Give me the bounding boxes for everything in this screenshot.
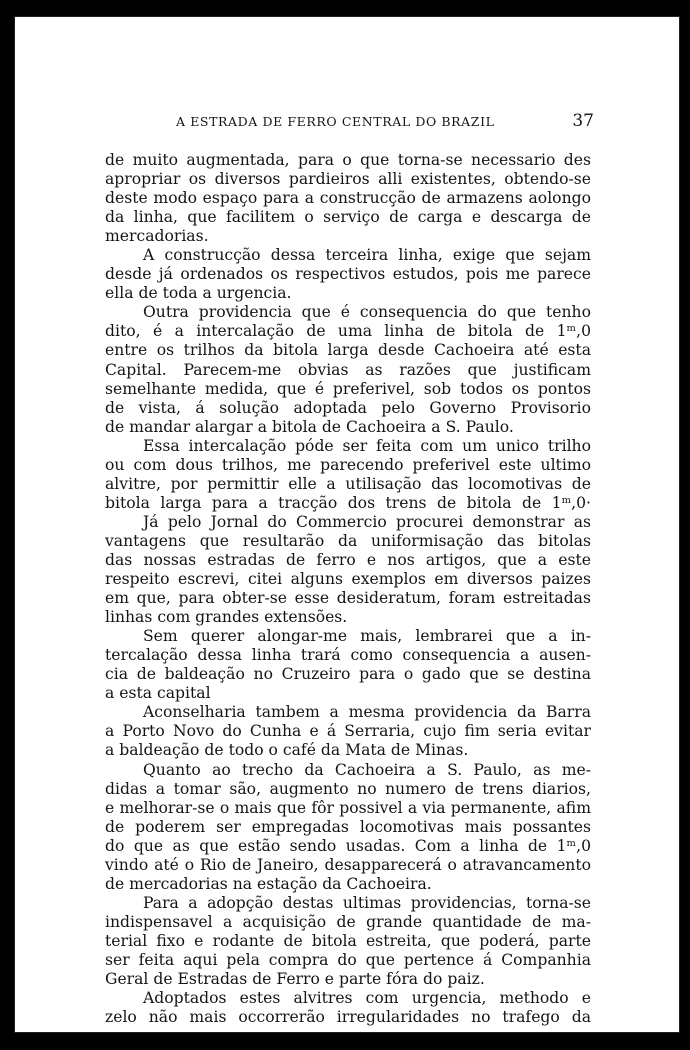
text-line: vantagens que resultarão da uniformisação das bitolas [105,531,591,550]
text-line: ou com dous trilhos, me parecendo preferivel este ultimo [105,455,591,474]
text-line: Adoptados estes alvitres com urgencia, methodo e [143,989,591,1008]
text-line: de poderem ser empregadas locomotivas mais possantes [105,817,591,836]
text-line: entre os trilhos da bitola larga desde Cachoeira até esta [105,341,591,360]
text-line: Essa intercalação póde ser feita com um unico trilho [143,436,591,455]
text-line: a Porto Novo do Cunha e á Serraria, cujo fim seria evitar [105,722,591,741]
text-line: em que, para obter-se esse desideratum, foram estreitadas [105,589,591,608]
text-line: didas a tomar são, augmento no numero de trens diarios, [105,779,591,798]
text-line: da linha, que facilitem o serviço de carga e descarga de [105,208,591,227]
running-head: A ESTRADA DE FERRO CENTRAL DO BRAZIL [176,114,495,129]
text-line: e melhorar-se o mais que fôr possivel a via permanente, afim [105,798,591,817]
text-line: semelhante medida, que é preferivel, sob todos os pontos [105,379,591,398]
text-line: tercalação dessa linha trará como consequencia a ausen- [105,646,591,665]
text-line: mercadorias. [105,227,209,246]
page-number: 37 [572,111,594,131]
text-line: vindo até o Rio de Janeiro, desapparecerá o atravancamento [105,855,591,874]
text-line: Aconselharia tambem a mesma providencia da Barra [143,703,591,722]
text-line: a baldeação de todo o café da Mata de Minas. [105,741,469,760]
text-line: Para a adopção destas ultimas providencias, torna-se [143,893,591,912]
text-line: Quanto ao trecho da Cachoeira a S. Paulo, as me- [143,760,591,779]
page-header [118,111,594,134]
body-text [105,151,591,1027]
text-line: de mercadorias na estação da Cachoeira. [105,874,432,893]
text-line: zelo não mais occorrerão irregularidades no trafego da [105,1008,591,1027]
text-line: do que as que estão sendo usadas. Com a linha de 1ᵐ,0 [105,836,591,855]
text-line: apropriar os diversos pardieiros alli existentes, obtendo-se [105,170,591,189]
text-line: respeito escrevi, citei alguns exemplos em diversos paizes [105,570,591,589]
book-page [14,16,680,1033]
text-line: linhas com grandes extensões. [105,608,348,627]
text-line: das nossas estradas de ferro e nos artigos, que a este [105,550,591,569]
text-line: cia de baldeação no Cruzeiro para o gado que se destina [105,665,591,684]
text-line: Já pelo Jornal do Commercio procurei demonstrar as [143,512,591,531]
text-line: Capital. Parecem-me obvias as razões que justificam [105,360,591,379]
text-line: A construcção dessa terceira linha, exige que sejam [143,246,591,265]
text-line: Sem querer alongar-me mais, lembrarei que a in- [143,627,591,646]
text-line: Outra providencia que é consequencia do que tenho [143,303,591,322]
text-line: a esta capital [105,684,211,703]
text-line: deste modo espaço para a construcção de armazens aolongo [105,189,591,208]
text-line: ella de toda a urgencia. [105,284,292,303]
text-line: terial fixo e rodante de bitola estreita, que poderá, parte [105,931,591,950]
text-line: dito, é a intercalação de uma linha de bitola de 1ᵐ,0 [105,322,591,341]
text-line: de vista, á solução adoptada pelo Governo Provisorio [105,398,591,417]
text-line: Geral de Estradas de Ferro e parte fóra do paiz. [105,970,485,989]
text-line: de muito augmentada, para o que torna-se necessario des [105,151,591,169]
text-line: desde já ordenados os respectivos estudos, pois me parece [105,265,591,284]
text-line: de mandar alargar a bitola de Cachoeira a S. Paulo. [105,417,514,436]
text-line: indispensavel a acquisição de grande quantidade de ma- [105,912,591,931]
text-line: alvitre, por permittir elle a utilisação das locomotivas de [105,474,591,493]
text-line: bitola larga para a tracção dos trens de bitola de 1ᵐ,0· [105,493,591,512]
text-line: ser feita aqui pela compra do que pertence á Companhia [105,950,591,969]
